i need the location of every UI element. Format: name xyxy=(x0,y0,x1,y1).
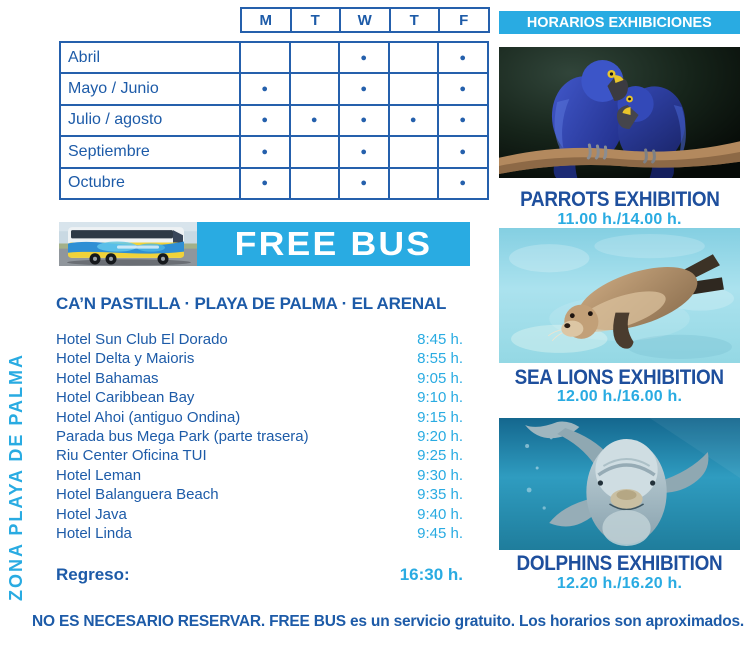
footer-text: FREE BUS es un servicio gratuito. Los horarios son aproximados. xyxy=(269,613,745,630)
service-dot-cell: ● xyxy=(291,106,339,135)
bus-photo xyxy=(59,222,197,266)
service-dot-cell: ● xyxy=(439,106,487,135)
bus-stop-row xyxy=(56,428,463,447)
stop-name: Hotel Ahoi (antiguo Ondina) xyxy=(56,408,241,426)
stop-time: 9:45 h. xyxy=(417,524,463,542)
service-dot-cell xyxy=(291,169,339,198)
stop-time: 8:45 h. xyxy=(417,331,463,348)
day-header-friday: F xyxy=(440,9,488,31)
service-dot-cell: ● xyxy=(340,169,388,198)
schedule-day-header-row xyxy=(240,7,490,33)
bus-stop-row xyxy=(56,331,463,350)
bus-stop-row xyxy=(56,447,463,466)
return-row xyxy=(56,565,463,585)
service-dot-cell: ● xyxy=(439,74,487,103)
service-dot-cell xyxy=(390,137,438,166)
stop-time: 9:05 h. xyxy=(417,369,463,387)
service-dot-cell: ● xyxy=(439,137,487,166)
day-header-wednesday: W xyxy=(341,9,389,31)
bus-stop-row xyxy=(56,506,463,525)
service-dot-cell xyxy=(291,137,339,166)
return-time: 16:30 h. xyxy=(399,565,463,584)
bus-stop-row xyxy=(56,389,463,408)
stop-name: Hotel Java xyxy=(56,505,127,523)
day-header-tuesday: T xyxy=(292,9,340,31)
exhibitions-header-banner xyxy=(499,11,740,34)
free-bus-label: FREE BUS xyxy=(234,225,433,262)
stop-name: Hotel Sun Club El Dorado xyxy=(56,331,228,348)
return-label: Regreso: xyxy=(56,565,130,584)
day-header-monday: M xyxy=(242,9,290,31)
stop-name: Parada bus Mega Park (parte trasera) xyxy=(56,427,309,445)
stop-time: 9:30 h. xyxy=(417,466,463,484)
service-dot-cell xyxy=(291,43,339,72)
exhibition-title-text: SEA LIONS EXHIBITION xyxy=(514,366,725,389)
stop-time: 9:15 h. xyxy=(417,408,463,426)
service-dot-cell: ● xyxy=(439,169,487,198)
service-dot-cell: ● xyxy=(241,74,289,103)
stop-time: 9:35 h. xyxy=(417,486,463,504)
service-dot-cell xyxy=(241,43,289,72)
free-bus-banner xyxy=(197,222,470,266)
bus-stop-row xyxy=(56,467,463,486)
bus-stop-row xyxy=(56,525,463,544)
sea-lion-photo xyxy=(499,228,740,363)
route-heading: CA’N PASTILLA · PLAYA DE PALMA · EL ARENAL xyxy=(56,294,447,313)
dolphins-exhibition-times: 12.20 h./16.20 h. xyxy=(556,575,683,592)
bus-stop-row xyxy=(56,370,463,389)
service-dot-cell: ● xyxy=(241,137,289,166)
service-dot-cell: ● xyxy=(439,43,487,72)
service-dot-cell xyxy=(390,74,438,103)
parrots-photo xyxy=(499,47,740,178)
dolphin-photo xyxy=(499,418,740,550)
stop-time: 8:55 h. xyxy=(417,350,463,368)
service-dot-cell xyxy=(390,169,438,198)
service-dot-cell: ● xyxy=(241,169,289,198)
exhibitions-header-label: HORARIOS EXHIBICIONES xyxy=(527,14,712,31)
bus-stop-row xyxy=(56,486,463,505)
service-dot-cell: ● xyxy=(340,137,388,166)
service-dot-cell: ● xyxy=(390,106,438,135)
dolphins-exhibition-title xyxy=(499,552,740,576)
service-dot-cell: ● xyxy=(340,43,388,72)
exhibition-title-text: DOLPHINS EXHIBITION xyxy=(516,552,723,575)
month-label: Octubre xyxy=(61,169,239,198)
month-label: Julio / agosto xyxy=(61,106,239,135)
stop-time: 9:10 h. xyxy=(417,389,463,407)
stop-name: Riu Center Oficina TUI xyxy=(56,447,207,465)
stop-name: Hotel Linda xyxy=(56,524,132,542)
stop-time: 9:25 h. xyxy=(417,447,463,465)
footer-highlight: NO ES NECESARIO RESERVAR. xyxy=(31,613,265,630)
exhibition-title-text: PARROTS EXHIBITION xyxy=(519,188,720,211)
service-dot-cell: ● xyxy=(241,106,289,135)
parrots-exhibition-title xyxy=(499,188,740,212)
stop-name: Hotel Balanguera Beach xyxy=(56,486,219,504)
zone-vertical-label: ZONA PLAYA DE PALMA xyxy=(6,352,26,601)
stop-name: Hotel Leman xyxy=(56,466,142,484)
bus-stop-row xyxy=(56,409,463,428)
month-label: Mayo / Junio xyxy=(61,74,239,103)
stop-name: Hotel Delta y Maioris xyxy=(56,350,195,368)
parrots-exhibition-times: 11.00 h./14.00 h. xyxy=(557,211,682,228)
stop-name: Hotel Bahamas xyxy=(56,369,159,387)
stop-time: 9:20 h. xyxy=(417,427,463,445)
service-dot-cell xyxy=(390,43,438,72)
month-label: Septiembre xyxy=(61,137,239,166)
month-label: Abril xyxy=(61,43,239,72)
stop-time: 9:40 h. xyxy=(417,505,463,523)
service-dot-cell: ● xyxy=(340,74,388,103)
footer-note xyxy=(22,613,754,631)
bus-stop-row xyxy=(56,350,463,369)
bus-stop-list xyxy=(56,331,463,544)
stop-name: Hotel Caribbean Bay xyxy=(56,389,195,407)
sea-lions-exhibition-times: 12.00 h./16.00 h. xyxy=(556,388,683,405)
schedule-table xyxy=(59,41,489,200)
service-dot-cell xyxy=(291,74,339,103)
service-dot-cell: ● xyxy=(340,106,388,135)
sea-lions-exhibition-title xyxy=(499,366,740,390)
day-header-thursday: T xyxy=(391,9,439,31)
